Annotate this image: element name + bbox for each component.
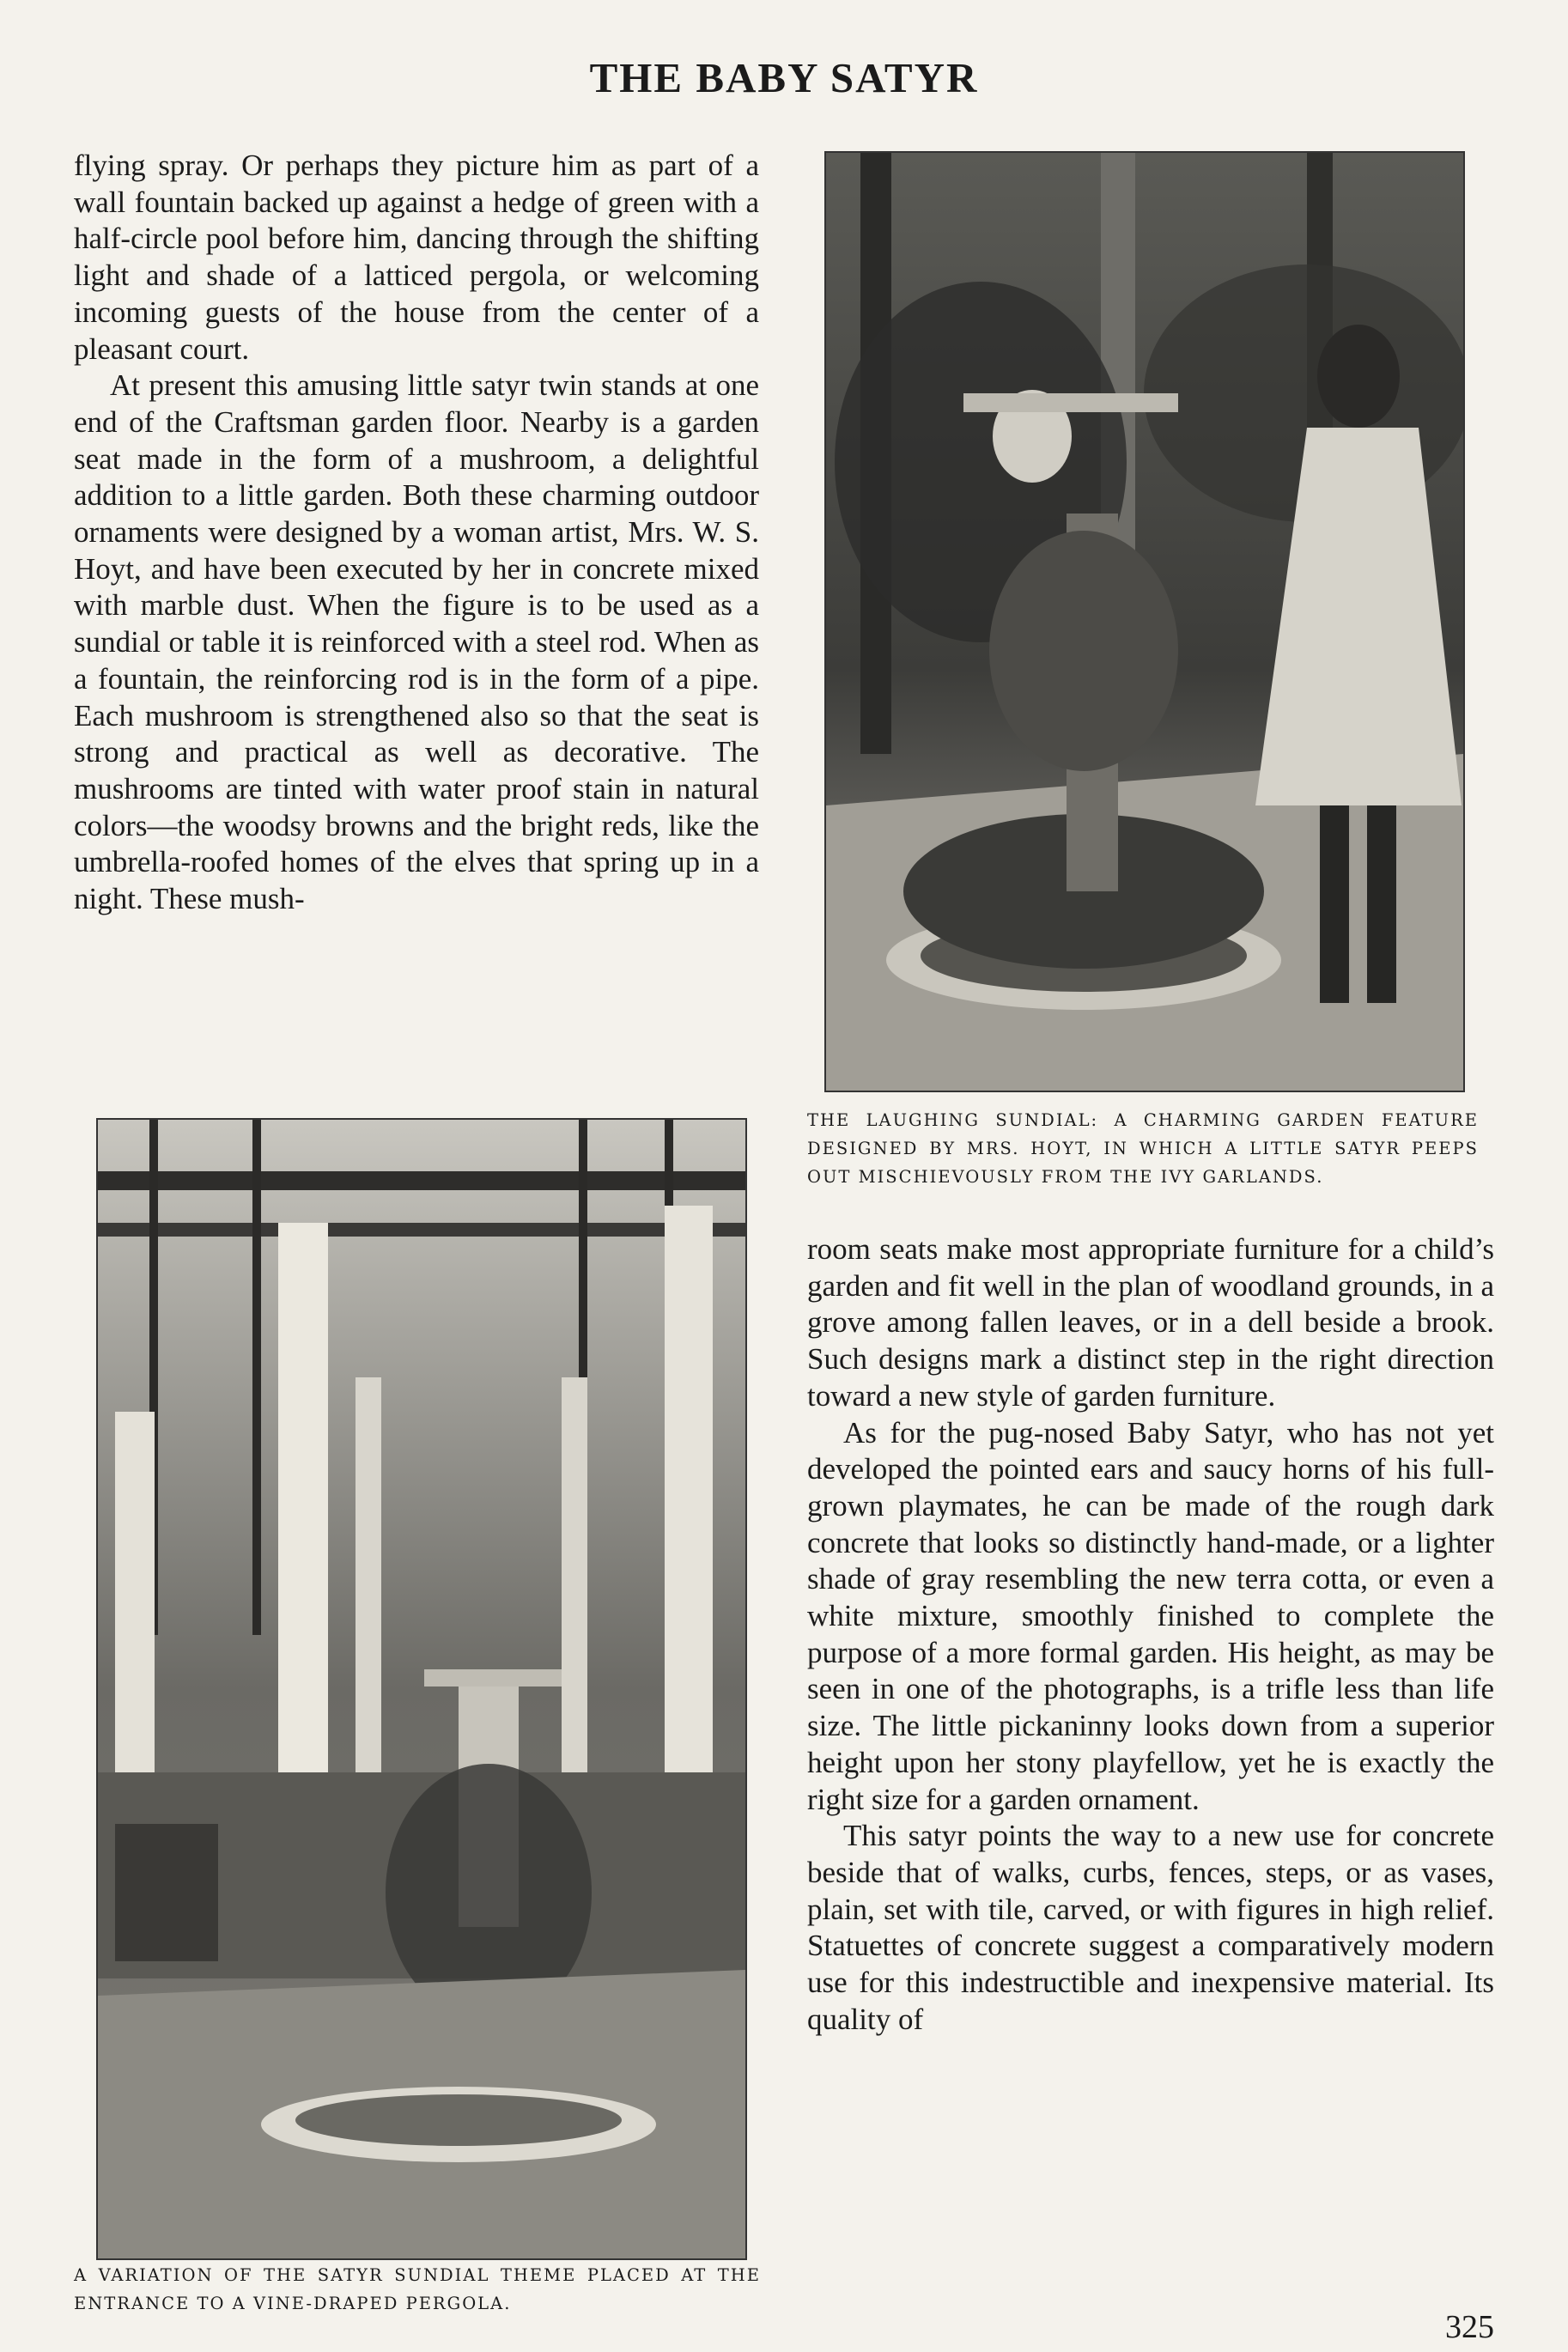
paragraph: As for the pug-nosed Baby Satyr, who has not yet developed the pointed ears and saucy horns of his full-grown playmates, he can be made of the rough dark concrete that looks so distinctly hand-made, or a lighter shade of gray resembling the new terra cotta, or even a white mixture, smoothly finished to complete the purpose of a more formal garden. His height, as may be seen in one of the photographs, is a trifle less than life size. The little pickaninny looks down from a superior height upon her stony playfellow, yet he is exactly the right size for a garden ornament.: [807, 1415, 1494, 1816]
paragraph: flying spray. Or perhaps they picture him as part of a wall fountain backed up against a hedge of green with a half-circle pool before him, dancing through the shifting light and shade of a latticed pergola, or welcoming incoming guests of the house from the center of a pleasant court.: [74, 149, 759, 366]
paragraph: At present this amusing little satyr twin stands at one end of the Craftsman garden floor. Nearby is a garden seat made in the form of a mushroom, a delightful addition to a little garden. Both these charming outdoor ornaments were designed by a woman artist, Mrs. W. S. Hoyt, and have been executed by her in concrete mixed with marble dust. When the figure is to be used as a sundial or table it is reinforced with a steel rod. When as a fountain, the reinforcing rod is in the form of a pipe. Each mushroom is strengthened also so that the seat is strong and practical as well as decorative. The mushrooms are tinted with water proof stain in natural colors—the woodsy browns and the bright reds, like the umbrella-roofed homes of the elves that spring up in a night. These mush-: [74, 368, 759, 916]
sundial-photograph: [824, 151, 1465, 1092]
pergola-photograph: [96, 1118, 747, 2260]
paragraph: This satyr points the way to a new use for concrete beside that of walks, curbs, fences, steps, or as vases, plain, set with tile, carved, or with figures in high relief. Statuettes of concrete suggest a comparatively modern use for this indestructible and inexpensive material. Its quality of: [807, 1819, 1494, 2036]
page-title: THE BABY SATYR: [589, 54, 979, 101]
page-number: 325: [1445, 2309, 1494, 2345]
left-column-text: [74, 148, 759, 918]
pergola-caption: A VARIATION OF THE SATYR SUNDIAL THEME PLACED AT THE ENTRANCE TO A VINE-DRAPED PERGOLA.: [74, 2265, 761, 2313]
sundial-caption: THE LAUGHING SUNDIAL: A CHARMING GARDEN FEATURE DESIGNED BY MRS. HOYT, IN WHICH A LITTLE SATYR PEEPS OUT MISCHIEVOUSLY FROM THE IVY GARLANDS.: [807, 1110, 1479, 1187]
paragraph: room seats make most appropriate furniture for a child’s garden and fit well in the plan of woodland grounds, in a grove among fallen leaves, or in a dell beside a brook. Such designs mark a distinct step in the right direction toward a new style of garden furniture.: [807, 1232, 1494, 1413]
right-column-text: [807, 1231, 1494, 2038]
